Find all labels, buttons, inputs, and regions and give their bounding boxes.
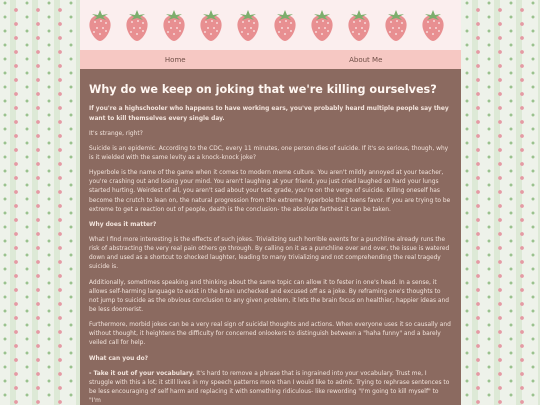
section-heading: What can you do? <box>89 355 149 362</box>
strawberry-icon <box>419 8 447 42</box>
strawberry-icon <box>308 8 336 42</box>
nav-home-link[interactable]: Home <box>164 55 186 64</box>
article-paragraph: Suicide is an epidemic. According to the CDC, every 11 minutes, one person dies of suicide. If it's so serious, though, why is it wielded with the same levity as a knock-knock joke? <box>89 145 449 161</box>
strawberry-icon <box>345 8 373 42</box>
section-heading: Why does it matter? <box>89 221 157 228</box>
article-paragraph: Furthermore, morbid jokes can be a very real sign of suicidal thoughts and actions. When everyone uses it so causally and without thought, it heightens the difficulty for concerned onlookers to distinguish between a "haha funny" and a barely veiled call for help. <box>89 322 451 347</box>
article-title: Why do we keep on joking that we're killing ourselves? <box>89 83 437 96</box>
nav-about-me-link[interactable]: About Me <box>349 55 383 64</box>
strawberry-icon <box>382 8 410 42</box>
strawberry-icon <box>234 8 262 42</box>
article-lead: If you're a highschooler who happens to have working ears, you've probably heard multiple people say they want to kill themselves every single day. <box>89 106 449 122</box>
strawberry-icon <box>160 8 188 42</box>
strawberry-icon <box>123 8 151 42</box>
tip-title: - Take it out of your vocabulary. <box>89 370 195 377</box>
article-paragraph: Hyperbole is the name of the game when it comes to modern meme culture. You aren't mildly annoyed at your teacher, you're crashing out and losing your mind. You aren't laughing at your friend, you just cried laughed so hard your lungs started hurting. Weirdest of all, you aren't sad about your test grade, you're on the verge of suicide. Killing oneself has become the crutch to lean on, the natural progression from the extreme hyperbole that teens favor. If you are trying to be extreme to get a reaction out of people, death is the conclusion- the absolute farthest it can be taken. <box>89 170 451 213</box>
strawberry-icon <box>271 8 299 42</box>
tip-text: It's hard to remove a phrase that is ingrained into your vocabulary. Trust me, I struggle with this a lot; it still lives in my speech patterns more than I would like to admit. Trying to rephrase sentences to be less encouraging of self harm and replacing it with something ridiculous- like rewording "I'm going to kill myself" to "I'm <box>89 370 450 405</box>
strawberry-banner <box>80 0 461 50</box>
top-nav <box>80 50 461 69</box>
article-paragraph: It's strange, right? <box>89 130 143 137</box>
content-page <box>80 0 461 405</box>
article-paragraph: Additionally, sometimes speaking and thinking about the same topic can allow it to fester in one's head. In a sense, it allows self-harming language to exist in the brain unchecked and excused off as a joke. By reframing one's thoughts to not jump to suicide as the obvious conclusion to any given problem, it lets the brain focus on healthier, happier ideas and be less doomerist. <box>89 279 449 313</box>
strawberry-icon <box>86 8 114 42</box>
tip-item <box>89 370 452 405</box>
article <box>80 69 461 405</box>
strawberry-icon <box>197 8 225 42</box>
article-paragraph: What I find more interesting is the effects of such jokes. Trivializing such horrible events for a punchline already runs the risk of abstracting the very real pain others go through. By calling on it as a punchline over and over, the issue is watered down and used as a shortcut to shocked laughter, leading to many trivializing and not comprehending the real tragedy suicide is. <box>89 236 450 271</box>
